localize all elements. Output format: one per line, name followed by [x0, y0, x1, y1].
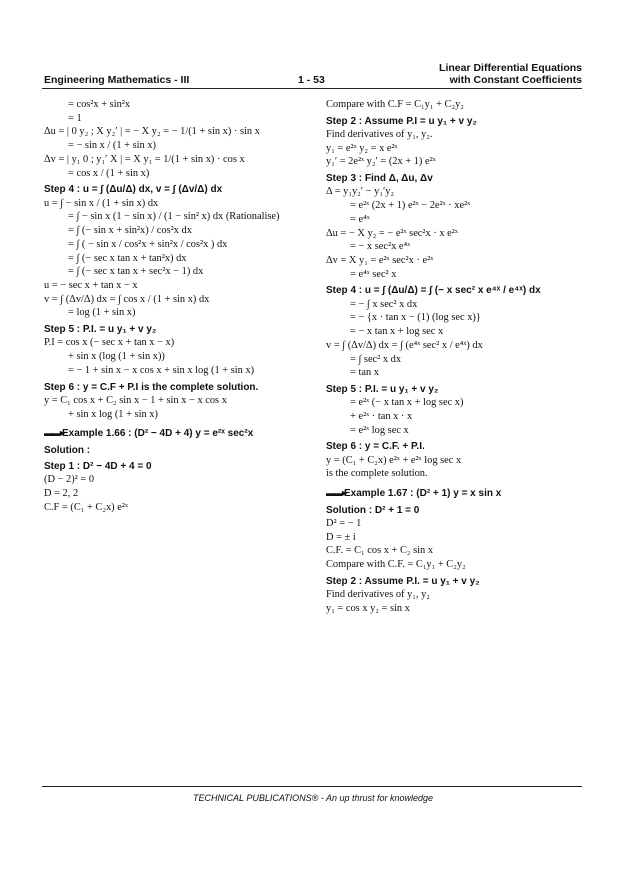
- equation-line: = e²ˣ (2x + 1) e²ˣ − 2e²ˣ · xe²ˣ: [350, 200, 471, 212]
- equation-line: Δv = | y₁ 0 ; y₁′ X | = X y₁ = 1/(1 + sin x) · cos x: [44, 153, 245, 165]
- equation-line: Δu = | 0 y₂ ; X y₂′ | = − X y₂ = − 1/(1 + sin x) · sin x: [44, 126, 260, 138]
- equation-line: = − x tan x + log sec x: [350, 326, 444, 338]
- example-text: Example 1.67 : (D² + 1) y = x sin x: [344, 488, 502, 500]
- equation-line: Compare with C.F = C₁y₁ + C₂y₂: [326, 99, 464, 110]
- example-heading: [326, 487, 586, 501]
- chapter-title-line1: Linear Differential Equations: [439, 62, 582, 74]
- equation-line: = log (1 + sin x): [68, 307, 136, 319]
- book-title: Engineering Mathematics - III: [44, 74, 190, 86]
- equation-line: = − x sec²x e⁴ˣ: [350, 241, 411, 253]
- equation-line: = 1: [68, 112, 82, 124]
- chapter-title: [439, 62, 582, 86]
- example-text: Example 1.66 : (D² − 4D + 4) y = e²ˣ sec²x: [62, 428, 254, 440]
- equation-line: y₁ = e²ˣ y₂ = x e²ˣ: [326, 142, 398, 154]
- step-line: Step 4 : u = ∫ (Δu/Δ) = ∫ (− x sec² x e⁴ˣ / e⁴ˣ) dx: [326, 285, 541, 297]
- step-line: Solution : D² + 1 = 0: [326, 504, 420, 516]
- equation-line: v = ∫ (Δv/Δ) dx = ∫ cos x / (1 + sin x) dx: [44, 293, 210, 305]
- equation-line: v = ∫ (Δv/Δ) dx = ∫ (e⁴ˣ sec² x / e⁴ˣ) dx: [326, 339, 483, 351]
- equation-line: Find derivatives of y₁, y₂: [326, 589, 430, 601]
- equation-line: = cos²x + sin²x: [68, 99, 131, 110]
- left-column: [44, 98, 314, 515]
- step-line: Step 6 : y = C.F + P.I is the complete solution.: [44, 381, 259, 393]
- right-column: [326, 98, 586, 616]
- footer-text: TECHNICAL PUBLICATIONS® - An up thrust for knowledge: [192, 793, 434, 803]
- equation-line: is the complete solution.: [326, 468, 428, 480]
- equation-line: = − sin x / (1 + sin x): [68, 140, 157, 152]
- equation-line: D = 2, 2: [44, 488, 79, 500]
- equation-line: u = − sec x + tan x − x: [44, 280, 138, 291]
- equation-line: + sin x (log (1 + sin x)): [68, 351, 165, 363]
- equation-line: = ∫ − sin x (1 − sin x) / (1 − sin² x) dx (Rationalise): [68, 211, 280, 223]
- equation-line: y = C₁ cos x + C₂ sin x − 1 + sin x − x cos x: [44, 394, 227, 406]
- equation-line: + e²ˣ · tan x · x: [350, 410, 413, 422]
- equation-line: D = ± i: [326, 531, 356, 543]
- equation-line: P.I = cos x (− sec x + tan x − x): [44, 337, 175, 349]
- equation-line: (D − 2)² = 0: [44, 474, 95, 486]
- equation-line: Δv = X y₁ = e²ˣ sec²x · e²ˣ: [326, 254, 434, 266]
- equation-line: = ∫ (− sec x tan x + sec²x − 1) dx: [68, 266, 204, 278]
- step-line: Step 1 : D² − 4D + 4 = 0: [44, 461, 152, 473]
- chapter-title-line2: with Constant Coefficients: [449, 74, 582, 86]
- equation-line: y = (C₁ + C₂x) e²ˣ + e²ˣ log sec x: [326, 454, 462, 466]
- equation-line: y₁′ = 2e²ˣ y₂′ = (2x + 1) e²ˣ: [326, 156, 436, 168]
- step-line: Step 2 : Assume P.I. = u y₁ + v y₂: [326, 575, 480, 587]
- equation-line: C.F = (C₁ + C₂x) e²ˣ: [44, 501, 128, 513]
- step-line: Step 5 : P.I. = u y₁ + v y₂: [44, 324, 157, 336]
- equation-line: = − {x · tan x − (1) (log sec x)}: [350, 312, 481, 324]
- equation-line: = ∫ (− sin x + sin²x) / cos²x dx: [68, 225, 192, 237]
- equation-line: = e²ˣ log sec x: [350, 424, 409, 436]
- equation-line: = ∫ (− sec x tan x + tan²x) dx: [68, 252, 187, 264]
- page-number: 1 - 53: [298, 74, 325, 86]
- equation-line: u = ∫ − sin x / (1 + sin x) dx: [44, 197, 159, 209]
- equation-line: Compare with C.F. = C₁y₁ + C₂y₂: [326, 559, 466, 571]
- step-line: Step 2 : Assume P.I = u y₁ + v y₂: [326, 115, 477, 127]
- equation-line: = − ∫ x sec² x dx: [350, 298, 418, 310]
- equation-line: Δu = − X y₂ = − e²ˣ sec²x · x e²ˣ: [326, 227, 458, 239]
- step-line: Step 4 : u = ∫ (Δu/Δ) dx, v = ∫ (Δv/Δ) dx: [44, 184, 223, 196]
- equation-line: = e²ˣ (− x tan x + log sec x): [350, 397, 464, 409]
- step-line: Step 5 : P.I. = u y₁ + v y₂: [326, 384, 439, 396]
- equation-line: = − 1 + sin x − x cos x + sin x log (1 + sin x): [68, 364, 255, 376]
- step-line: Step 6 : y = C.F. + P.I.: [326, 441, 425, 453]
- step-line: Solution :: [44, 444, 91, 456]
- equation-line: = cos x / (1 + sin x): [68, 167, 150, 179]
- equation-line: = tan x: [350, 367, 379, 379]
- equation-line: + sin x log (1 + sin x): [68, 408, 158, 420]
- footer-rule: [42, 786, 582, 787]
- equation-line: Δ = y₁y₂′ − y₁′y₂: [326, 186, 395, 198]
- equation-line: = e⁴ˣ sec² x: [350, 268, 397, 280]
- equation-line: = e⁴ˣ: [350, 213, 370, 225]
- step-line: Step 3 : Find Δ, Δu, Δv: [326, 173, 433, 185]
- equation-line: = ∫ ( − sin x / cos²x + sin²x / cos²x ) dx: [68, 238, 228, 250]
- example-heading: [44, 427, 314, 441]
- equation-line: C.F. = C₁ cos x + C₂ sin x: [326, 545, 434, 557]
- equation-line: = ∫ sec² x dx: [350, 353, 402, 365]
- double-arrow-icon: ▬▬►: [44, 428, 65, 439]
- equation-line: D² = − 1: [326, 518, 362, 530]
- equation-line: y₁ = cos x y₂ = sin x: [326, 602, 410, 614]
- equation-line: Find derivatives of y₁, y₂.: [326, 128, 433, 140]
- double-arrow-icon: ▬▬►: [326, 488, 347, 499]
- header-rule: [42, 88, 582, 89]
